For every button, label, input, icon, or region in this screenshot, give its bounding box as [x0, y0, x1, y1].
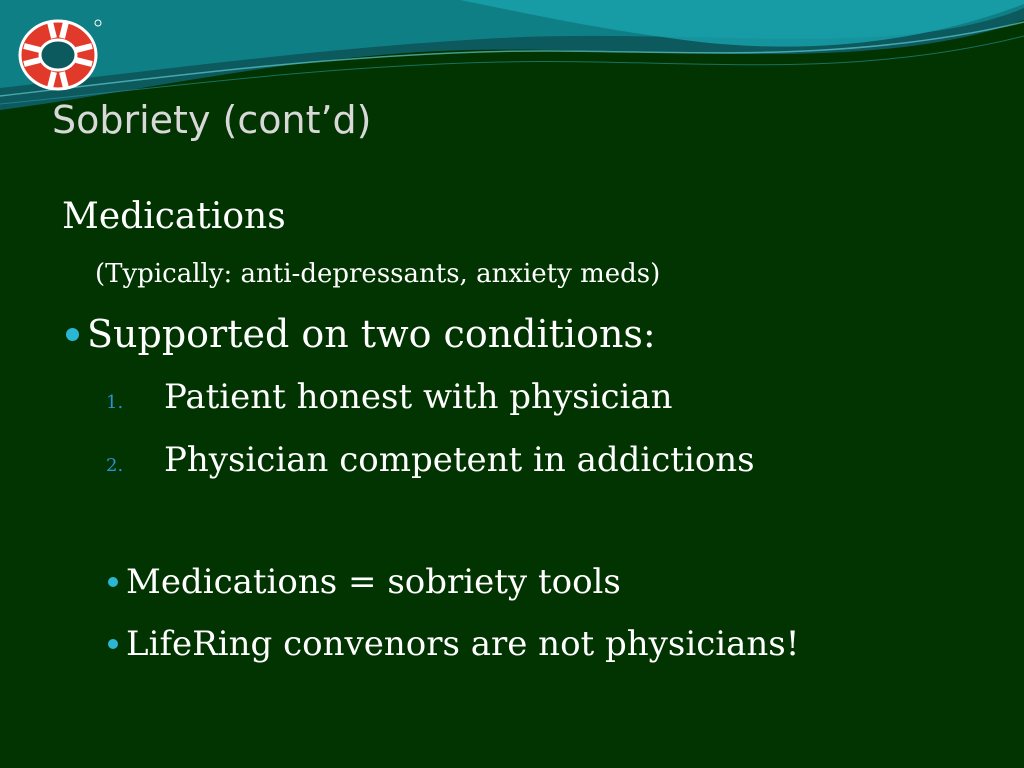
numbered-item — [106, 440, 755, 480]
bullet-item — [66, 312, 656, 356]
bullet-dot-icon — [108, 639, 118, 649]
section-subheading: (Typically: anti-depressants, anxiety meds) — [95, 259, 661, 289]
list-number: 2. — [106, 455, 124, 476]
life-ring-icon — [14, 14, 104, 96]
numbered-text: Patient honest with physician — [164, 377, 673, 417]
sub-bullet-item — [108, 624, 799, 664]
sub-bullet-text: LifeRing convenors are not physicians! — [126, 624, 800, 664]
sub-bullet-item — [108, 562, 621, 602]
list-number: 1. — [106, 392, 124, 413]
slide-title: Sobriety (cont’d) — [52, 98, 372, 142]
numbered-item — [106, 377, 673, 417]
numbered-text: Physician competent in addictions — [164, 440, 755, 480]
bullet-text: Supported on two conditions: — [87, 312, 656, 356]
sub-bullet-text: Medications = sobriety tools — [126, 562, 621, 602]
bullet-dot-icon — [66, 328, 79, 341]
section-heading: Medications — [62, 196, 286, 237]
bullet-dot-icon — [108, 577, 118, 587]
